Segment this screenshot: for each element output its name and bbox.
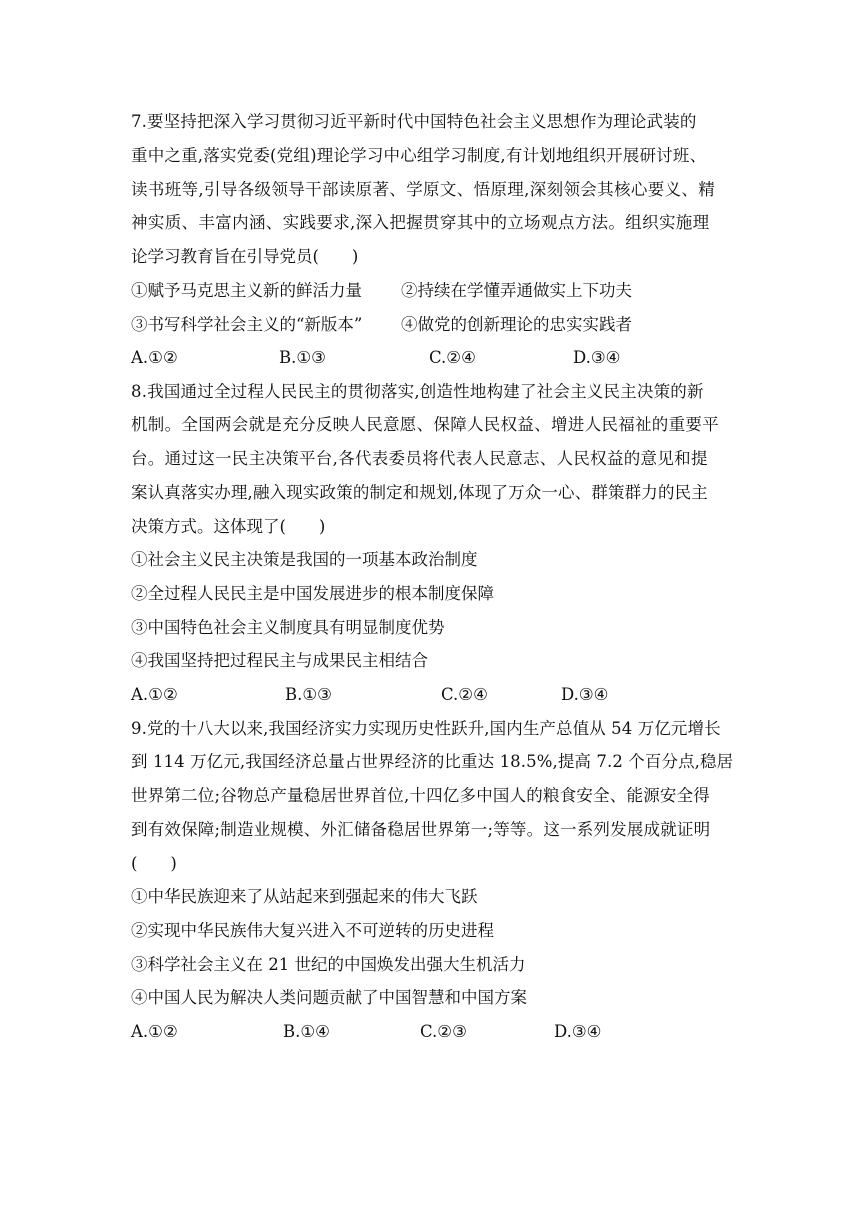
question-8-stem-line-1: 8.我国通过全过程人民民主的贯彻落实,创造性地构建了社会主义民主决策的新 — [131, 382, 704, 401]
question-9-option-a: A.①② — [131, 1022, 178, 1041]
question-8-stem-line-2: 机制。全国两会就是充分反映人民意愿、保障人民权益、增进人民福祉的重要平 — [131, 415, 719, 434]
question-8-option-a: A.①② — [131, 685, 178, 704]
question-7-stem-line-2: 重中之重,落实党委(党组)理论学习中心组学习制度,有计划地组织开展研讨班、 — [131, 146, 707, 165]
question-7-option-c: C.②④ — [429, 348, 476, 367]
question-8-option-b: B.①③ — [285, 685, 332, 704]
question-8-option-d: D.③④ — [561, 685, 609, 704]
question-8-stem-line-3: 台。通过这一民主决策平台,各代表委员将代表人民意志、人民权益的意见和提 — [131, 449, 708, 468]
question-8-stem-line-5: 决策方式。这体现了( ) — [131, 517, 326, 536]
question-7-option-d: D.③④ — [573, 348, 621, 367]
question-7-statement-3: ③书写科学社会主义的“新版本” — [131, 315, 363, 334]
question-7-stem-line-3: 读书班等,引导各级领导干部读原著、学原文、悟原理,深刻领会其核心要义、精 — [131, 180, 716, 199]
question-9-stem-line-2: 到 114 万亿元,我国经济总量占世界经济的比重达 18.5%,提高 7.2 个百分点,稳居 — [131, 752, 734, 771]
question-7-statement-4: ④做党的创新理论的忠实实践者 — [401, 315, 632, 334]
question-9-option-b: B.①④ — [283, 1022, 330, 1041]
question-7-option-a: A.①② — [131, 348, 178, 367]
question-7-option-b: B.①③ — [279, 348, 326, 367]
question-8-option-c: C.②④ — [441, 685, 488, 704]
question-9-option-c: C.②③ — [420, 1022, 467, 1041]
question-9-statement-4: ④中国人民为解决人类问题贡献了中国智慧和中国方案 — [131, 988, 527, 1007]
question-8-statement-2: ②全过程人民民主是中国发展进步的根本制度保障 — [131, 584, 494, 603]
question-9-option-d: D.③④ — [554, 1022, 602, 1041]
question-8-statement-1: ①社会主义民主决策是我国的一项基本政治制度 — [131, 550, 478, 569]
question-9-stem-line-4: 到有效保障;制造业规模、外汇储备稳居世界第一;等等。这一系列发展成就证明 — [131, 820, 711, 839]
question-9-stem-line-3: 世界第二位;谷物总产量稳居世界首位,十四亿多中国人的粮食安全、能源安全得 — [131, 786, 711, 805]
question-9-stem-line-1: 9.党的十八大以来,我国经济实力实现历史性跃升,国内生产总值从 54 万亿元增长 — [131, 719, 721, 738]
question-7-stem-line-4: 神实质、丰富内涵、实践要求,深入把握贯穿其中的立场观点方法。组织实施理 — [131, 213, 710, 232]
question-9-statement-1: ①中华民族迎来了从站起来到强起来的伟大飞跃 — [131, 887, 478, 906]
question-8-statement-4: ④我国坚持把过程民主与成果民主相结合 — [131, 651, 428, 670]
question-8-stem-line-4: 案认真落实办理,融入现实政策的制定和规划,体现了万众一心、群策群力的民主 — [131, 483, 708, 502]
question-8-statement-3: ③中国特色社会主义制度具有明显制度优势 — [131, 618, 445, 637]
question-9-stem-line-5: ( ) — [131, 854, 177, 873]
question-7-statement-1: ①赋予马克思主义新的鲜活力量 — [131, 281, 362, 300]
question-7-stem-line-5: 论学习教育旨在引导党员( ) — [131, 247, 359, 266]
question-9-statement-2: ②实现中华民族伟大复兴进入不可逆转的历史进程 — [131, 921, 494, 940]
question-9-statement-3: ③科学社会主义在 21 世纪的中国焕发出强大生机活力 — [131, 955, 526, 974]
question-7-statement-2: ②持续在学懂弄通做实上下功夫 — [401, 281, 632, 300]
question-7-stem-line-1: 7.要坚持把深入学习贯彻习近平新时代中国特色社会主义思想作为理论武装的 — [131, 112, 697, 131]
